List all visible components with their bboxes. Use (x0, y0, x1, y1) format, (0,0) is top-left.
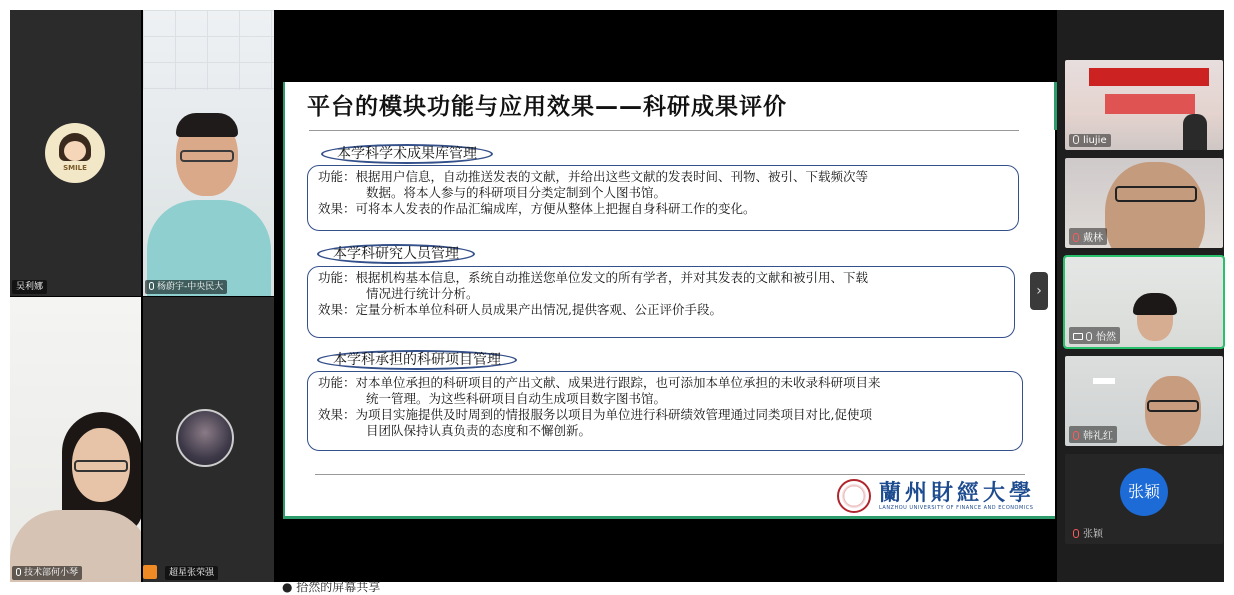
cartoon-avatar (45, 123, 105, 183)
mic-muted-icon (1073, 431, 1079, 440)
video-tile-he[interactable] (10, 297, 141, 582)
participant-name: 吴利娜 (12, 280, 47, 294)
divider (315, 474, 1025, 475)
logo-name: 蘭州財經大學 (879, 480, 1036, 506)
section-label: 本学科学术成果库管理 (321, 144, 493, 164)
shared-slide (283, 82, 1055, 519)
slide-title: 平台的模块功能与应用效果——科研成果评价 (307, 94, 787, 120)
mic-icon (1086, 332, 1092, 341)
participant-name: 戴林 (1069, 228, 1107, 245)
section-label: 本学科承担的科研项目管理 (317, 350, 517, 370)
participant-name: 技术部何小琴 (12, 566, 82, 580)
mic-muted-icon (1073, 529, 1079, 538)
section-label: 本学科研究人员管理 (317, 244, 475, 264)
avatar: 张颖 (1120, 468, 1168, 516)
participant-name: liujie (1069, 134, 1111, 147)
section-box: 功能： 根据机构基本信息，系统自动推送您单位发文的所有学者，并对其发表的文献和被引用、下载 情况进行统计分析。 效果： 定量分析本单位科研人员成果产出情况,提供客观、公正评价手段。 (307, 266, 1015, 338)
video-tile-yang[interactable] (143, 10, 274, 296)
participant-name: 韩礼红 (1069, 426, 1117, 443)
participant-name: 张颖 (1069, 524, 1107, 541)
logo-name-en: LANZHOU UNIVERSITY OF FINANCE AND ECONOMICS (879, 505, 1034, 511)
video-tile-dailin[interactable] (1065, 158, 1223, 248)
video-tile-liujie[interactable] (1065, 60, 1223, 150)
seal-icon (837, 479, 871, 513)
participant-name: 超星张荣强 (165, 566, 218, 580)
mic-icon (1073, 135, 1079, 144)
avatar-word: SMILE (63, 164, 87, 172)
mic-icon (16, 568, 21, 576)
person-icon (143, 565, 157, 579)
chevron-right-icon[interactable]: › (1030, 272, 1048, 310)
video-tile-wu[interactable] (10, 10, 141, 296)
video-tile-yiran[interactable] (1065, 257, 1223, 347)
university-logo (837, 478, 1035, 514)
participant-name: 怡然 (1069, 327, 1120, 344)
video-tile-zhangying[interactable] (1065, 454, 1223, 544)
screen-share-icon (1073, 333, 1083, 340)
section-box: 功能： 根据用户信息，自动推送发表的文献，并给出这些文献的发表时间、刊物、被引、下载频次等 数据。将本人参与的科研项目分类定制到个人图书馆。 效果： 可将本人发表的作品汇编成库，方便从整体上把握自身科研工作的变化。 (307, 165, 1019, 231)
share-caption: ● 拾然的屏幕共享 (282, 580, 381, 594)
mic-muted-icon (1073, 233, 1079, 242)
participant-avatar (176, 409, 234, 467)
section-box: 功能： 对本单位承担的科研项目的产出文献、成果进行跟踪，也可添加本单位承担的未收录科研项目来 统一管理。为这些科研项目自动生成项目数字图书馆。 效果： 为项目实施提供及时周到的情报服务以项目为单位进行科研绩效管理通过同类项目对比,促使项 目团队保持认真负责的态度和不懈创新。 (307, 371, 1023, 451)
mic-icon (149, 282, 154, 290)
video-tile-han[interactable] (1065, 356, 1223, 446)
divider (309, 130, 1019, 131)
participant-name: 杨蔚宇-中央民大 (145, 280, 227, 294)
